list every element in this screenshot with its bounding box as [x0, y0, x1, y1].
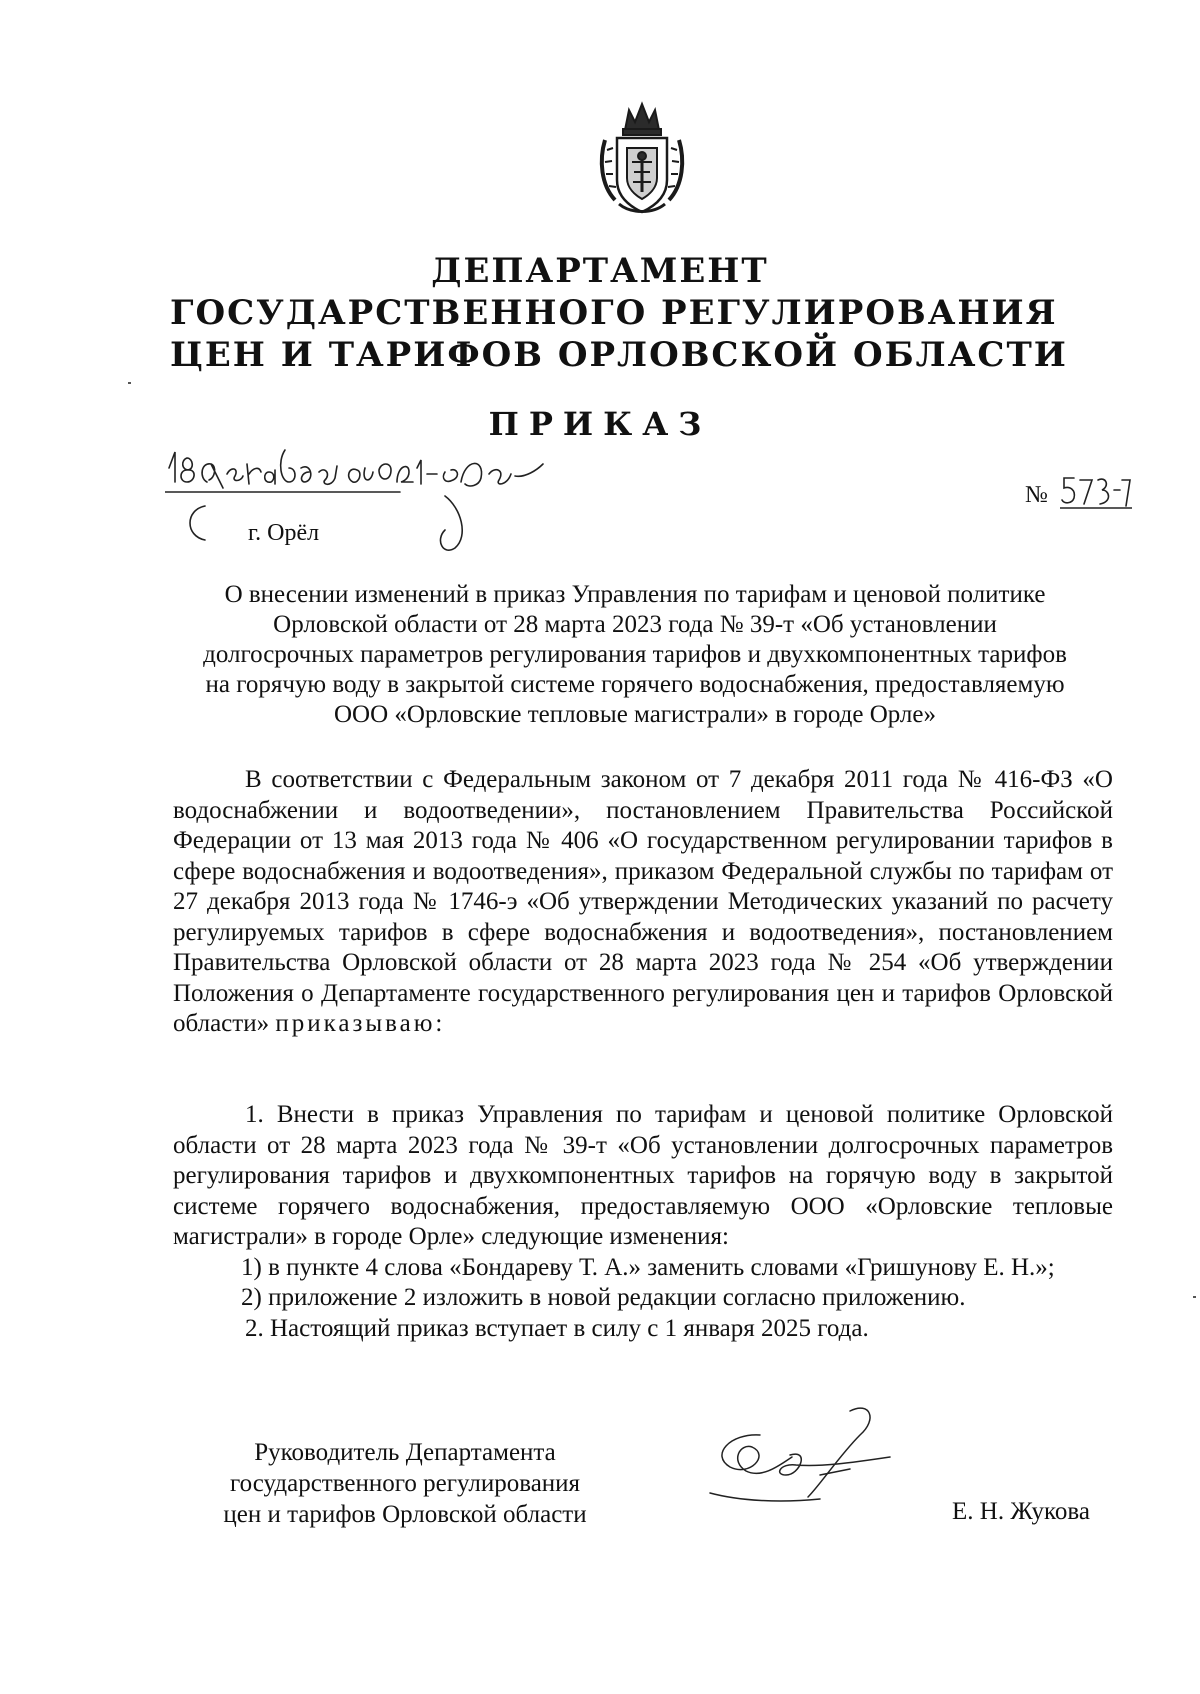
department-line-3: ЦЕН И ТАРИФОВ ОРЛОВСКОЙ ОБЛАСТИ	[170, 335, 1068, 375]
clause-2: 2. Настоящий приказ вступает в силу с 1 января 2025 года.	[245, 1314, 869, 1342]
coat-of-arms-icon	[597, 100, 687, 218]
signer-position-line: Руководитель Департамента	[254, 1439, 556, 1466]
order-number-label: №	[1025, 482, 1048, 508]
signer-position-line: цен и тарифов Орловской области	[223, 1501, 587, 1528]
clause-1: 1. Внести в приказ Управления по тарифам и ценовой политике Орловской области от 28 марта 2023 года № 39-т «Об установлении долгосрочных параметров регулирования тарифов и двухкомпонентных тарифов на горячую воду в закрытой системе горячего водоснабжения, предоставляемую ООО «Орловские тепловые магистрали» в городе Орле» следующие изменения:	[173, 1101, 1113, 1250]
preamble	[173, 765, 1113, 1040]
subject-line: ООО «Орловские тепловые магистрали» в городе Орле»	[333, 701, 936, 728]
subject-line: Орловской области от 28 марта 2023 года № 39-т «Об установлении	[273, 611, 997, 638]
department-line-1: ДЕПАРТАМЕНТ	[431, 251, 769, 291]
clause-1-subitem-1: 1) в пункте 4 слова «Бондареву Т. А.» заменить словами «Гришунову Е. Н.»;	[241, 1253, 1055, 1281]
order-clauses	[173, 1100, 1113, 1344]
signer-position-line: государственного регулирования	[229, 1470, 581, 1497]
handwritten-signature	[700, 1405, 910, 1515]
department-title	[170, 250, 1068, 376]
order-word: приказываю:	[275, 1010, 446, 1037]
order-subject	[170, 580, 1100, 730]
department-line-2: ГОСУДАРСТВЕННОГО РЕГУЛИРОВАНИЯ	[170, 293, 1058, 333]
document-type-heading: ПРИКАЗ	[488, 405, 712, 443]
preamble-text: В соответствии с Федеральным законом от 7 декабря 2011 года № 416-ФЗ «О водоснабжении и водоотведении», постановлением Правительства Российской Федерации от 13 мая 2013 года № 406 «О государственном регулировании тарифов в сфере водоснабжения и водоотведения», приказом Федеральной службы по тарифам от 27 декабря 2013 года № 1746-э «Об утверждении Методических указаний по расчету регулируемых тарифов в сфере водоснабжения и водоотведения», постановлением Правительства Орловской области от 28 марта 2023 года № 254 «Об утверждении Положения о Департаменте государственного регулирования цен и тарифов Орловской области»	[173, 766, 1113, 1037]
clause-1-subitem-2: 2) приложение 2 изложить в новой редакции согласно приложению.	[241, 1284, 966, 1311]
scan-speck	[128, 382, 131, 384]
preamble-paragraph	[173, 765, 1113, 1040]
signer-name: Е. Н. Жукова	[952, 1498, 1090, 1525]
handwritten-date	[165, 448, 545, 558]
signer-position	[190, 1437, 620, 1530]
subject-line: О внесении изменений в приказ Управления по тарифам и ценовой политике	[224, 581, 1046, 608]
place-of-issue: г. Орёл	[248, 520, 320, 546]
handwritten-order-number	[1060, 472, 1132, 520]
scan-speck	[1193, 1296, 1196, 1298]
subject-line: долгосрочных параметров регулирования тарифов и двухкомпонентных тарифов	[203, 641, 1067, 668]
subject-line: на горячую воду в закрытой системе горячего водоснабжения, предоставляемую	[205, 671, 1065, 698]
